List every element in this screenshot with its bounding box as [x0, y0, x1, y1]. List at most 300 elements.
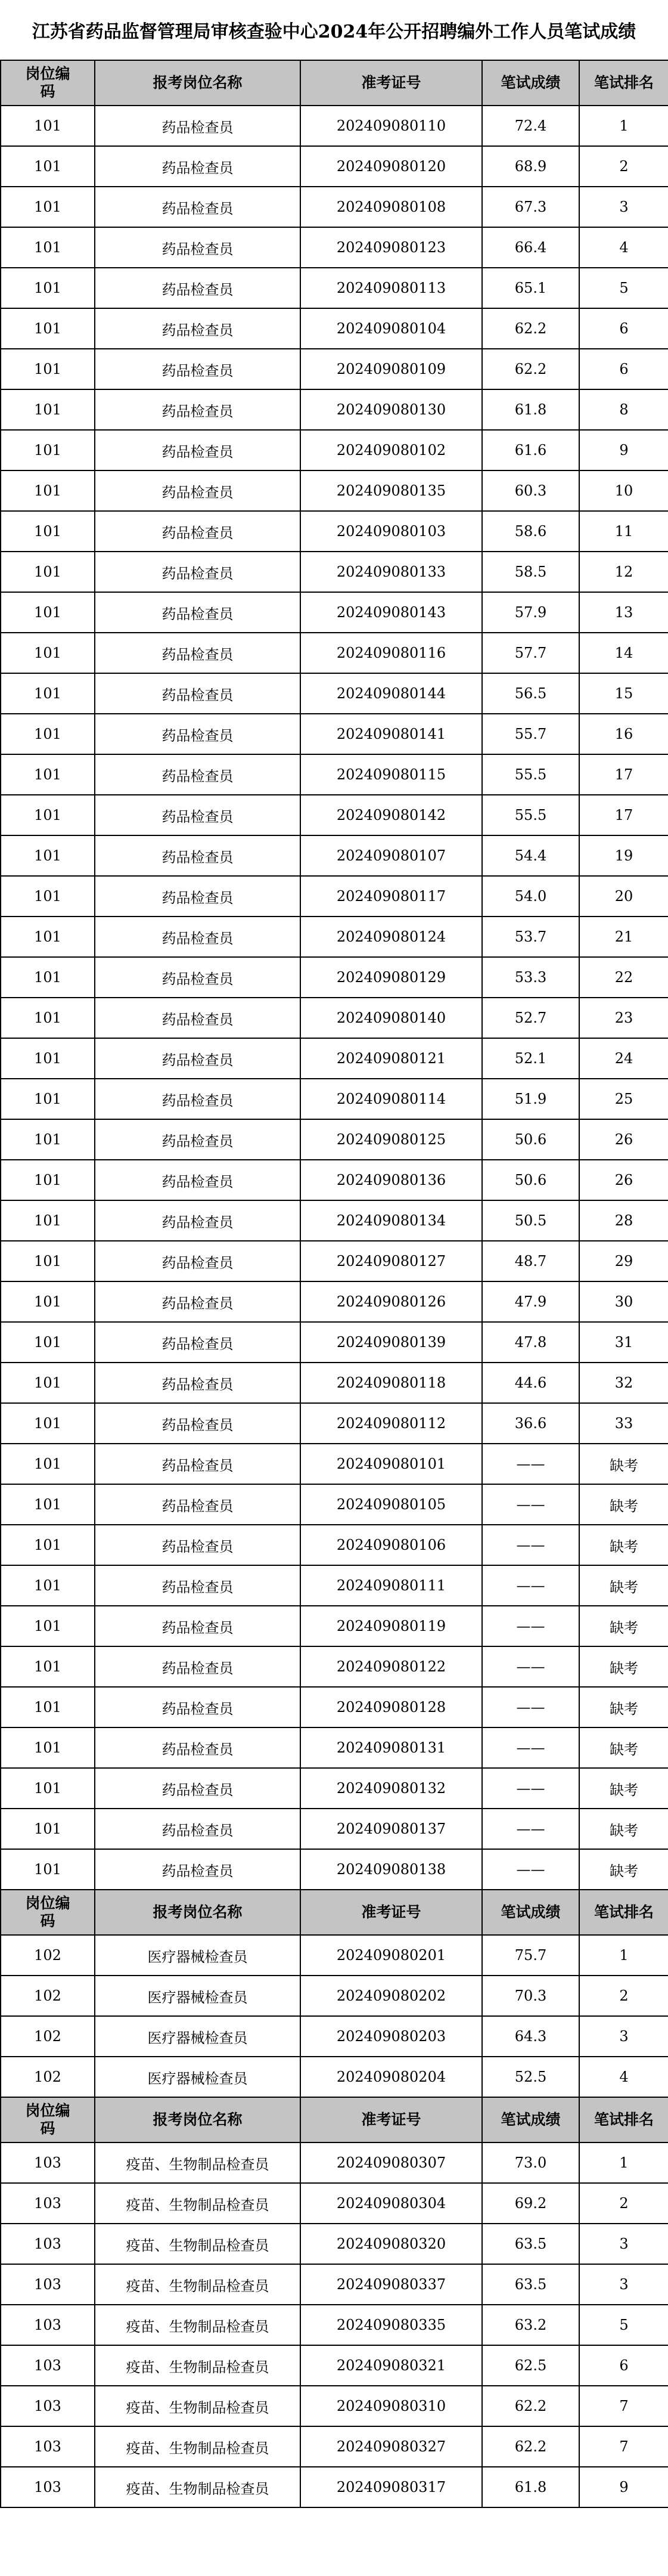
cell-written-score: 61.8 [482, 389, 579, 430]
cell-position-name: 药品检查员 [95, 389, 300, 430]
table-row [1, 1687, 668, 1727]
cell-position-code: 101 [1, 998, 95, 1038]
cell-written-score: 51.9 [482, 1079, 579, 1119]
cell-position-code: 103 [1, 2345, 95, 2386]
cell-ticket-number: 202409080204 [300, 2057, 482, 2097]
cell-ticket-number: 202409080310 [300, 2386, 482, 2426]
cell-position-code: 102 [1, 2016, 95, 2057]
header-position-name: 报考岗位名称 [95, 1890, 300, 1935]
cell-position-code: 101 [1, 714, 95, 754]
cell-position-code: 101 [1, 511, 95, 552]
cell-ticket-number: 202409080118 [300, 1363, 482, 1403]
cell-position-code: 103 [1, 2426, 95, 2467]
table-row [1, 1606, 668, 1646]
cell-ticket-number: 202409080304 [300, 2183, 482, 2224]
cell-ticket-number: 202409080130 [300, 389, 482, 430]
cell-position-name: 药品检查员 [95, 714, 300, 754]
cell-position-name: 药品检查员 [95, 1403, 300, 1444]
cell-position-code: 102 [1, 2057, 95, 2097]
cell-written-score: 36.6 [482, 1403, 579, 1444]
cell-written-rank: 5 [579, 2305, 668, 2345]
cell-written-score: 58.6 [482, 511, 579, 552]
cell-written-score: 73.0 [482, 2142, 579, 2183]
cell-position-name: 医疗器械检查员 [95, 1935, 300, 1976]
cell-position-name: 医疗器械检查员 [95, 1976, 300, 2016]
cell-ticket-number: 202409080327 [300, 2426, 482, 2467]
cell-written-rank: 12 [579, 552, 668, 592]
cell-ticket-number: 202409080203 [300, 2016, 482, 2057]
cell-position-name: 药品检查员 [95, 1363, 300, 1403]
cell-ticket-number: 202409080107 [300, 835, 482, 876]
cell-ticket-number: 202409080122 [300, 1646, 482, 1687]
table-row [1, 2467, 668, 2507]
cell-ticket-number: 202409080102 [300, 430, 482, 470]
table-row [1, 835, 668, 876]
cell-position-name: 药品检查员 [95, 268, 300, 308]
cell-position-name: 疫苗、生物制品检查员 [95, 2386, 300, 2426]
table-row [1, 1935, 668, 1976]
cell-written-rank: 7 [579, 2426, 668, 2467]
header-ticket-number: 准考证号 [300, 1890, 482, 1935]
cell-written-rank: 10 [579, 470, 668, 511]
cell-written-rank: 4 [579, 2057, 668, 2097]
cell-ticket-number: 202409080128 [300, 1687, 482, 1727]
cell-written-score: —— [482, 1809, 579, 1849]
cell-position-name: 药品检查员 [95, 470, 300, 511]
header-ticket-number: 准考证号 [300, 60, 482, 106]
cell-position-name: 药品检查员 [95, 1768, 300, 1809]
cell-written-score: —— [482, 1606, 579, 1646]
cell-written-rank: 1 [579, 1935, 668, 1976]
header-written-rank: 笔试排名 [579, 1890, 668, 1935]
cell-position-name: 药品检查员 [95, 1727, 300, 1768]
cell-written-score: 61.6 [482, 430, 579, 470]
cell-position-name: 疫苗、生物制品检查员 [95, 2183, 300, 2224]
cell-position-code: 101 [1, 1363, 95, 1403]
cell-position-name: 疫苗、生物制品检查员 [95, 2305, 300, 2345]
cell-written-score: 64.3 [482, 2016, 579, 2057]
cell-position-code: 101 [1, 592, 95, 633]
cell-written-rank: 6 [579, 2345, 668, 2386]
cell-ticket-number: 202409080106 [300, 1525, 482, 1565]
table-row [1, 227, 668, 268]
cell-ticket-number: 202409080117 [300, 876, 482, 917]
cell-written-rank: 31 [579, 1322, 668, 1363]
cell-written-score: —— [482, 1565, 579, 1606]
table-row [1, 795, 668, 835]
cell-written-score: 67.3 [482, 187, 579, 227]
table-row [1, 552, 668, 592]
cell-position-code: 101 [1, 187, 95, 227]
cell-ticket-number: 202409080142 [300, 795, 482, 835]
cell-written-score: 66.4 [482, 227, 579, 268]
header-written-rank: 笔试排名 [579, 2097, 668, 2142]
cell-position-code: 101 [1, 1768, 95, 1809]
table-row [1, 592, 668, 633]
cell-position-name: 疫苗、生物制品检查员 [95, 2264, 300, 2305]
cell-position-code: 101 [1, 268, 95, 308]
header-written-score: 笔试成绩 [482, 1890, 579, 1935]
cell-position-code: 101 [1, 1241, 95, 1281]
cell-written-rank: 11 [579, 511, 668, 552]
cell-position-code: 101 [1, 876, 95, 917]
cell-written-score: 60.3 [482, 470, 579, 511]
table-header-row [1, 2097, 668, 2142]
cell-written-rank: 缺考 [579, 1727, 668, 1768]
cell-written-rank: 1 [579, 106, 668, 146]
cell-ticket-number: 202409080320 [300, 2224, 482, 2264]
cell-position-code: 103 [1, 2264, 95, 2305]
cell-written-rank: 22 [579, 957, 668, 998]
cell-position-name: 药品检查员 [95, 187, 300, 227]
cell-position-code: 101 [1, 146, 95, 187]
cell-position-code: 101 [1, 957, 95, 998]
cell-position-name: 疫苗、生物制品检查员 [95, 2142, 300, 2183]
cell-ticket-number: 202409080141 [300, 714, 482, 754]
cell-written-rank: 26 [579, 1119, 668, 1160]
cell-position-name: 医疗器械检查员 [95, 2016, 300, 2057]
cell-written-rank: 2 [579, 146, 668, 187]
table-header-row [1, 60, 668, 106]
cell-written-rank: 33 [579, 1403, 668, 1444]
table-row [1, 1444, 668, 1484]
cell-ticket-number: 202409080335 [300, 2305, 482, 2345]
cell-ticket-number: 202409080126 [300, 1281, 482, 1322]
cell-position-name: 药品检查员 [95, 552, 300, 592]
table-row [1, 2426, 668, 2467]
table-row [1, 1727, 668, 1768]
table-row [1, 2305, 668, 2345]
cell-position-code: 101 [1, 552, 95, 592]
cell-written-rank: 19 [579, 835, 668, 876]
header-written-rank: 笔试排名 [579, 60, 668, 106]
cell-ticket-number: 202409080321 [300, 2345, 482, 2386]
cell-written-rank: 缺考 [579, 1768, 668, 1809]
cell-written-score: —— [482, 1646, 579, 1687]
table-row [1, 1160, 668, 1200]
header-ticket-number: 准考证号 [300, 2097, 482, 2142]
cell-written-score: 61.8 [482, 2467, 579, 2507]
cell-position-name: 药品检查员 [95, 1849, 300, 1890]
cell-written-score: 62.2 [482, 349, 579, 389]
cell-position-name: 药品检查员 [95, 1322, 300, 1363]
cell-position-name: 药品检查员 [95, 1281, 300, 1322]
table-row [1, 1768, 668, 1809]
cell-ticket-number: 202409080137 [300, 1809, 482, 1849]
cell-position-name: 药品检查员 [95, 1606, 300, 1646]
table-row [1, 470, 668, 511]
cell-written-rank: 5 [579, 268, 668, 308]
cell-position-code: 102 [1, 1976, 95, 2016]
cell-written-rank: 29 [579, 1241, 668, 1281]
cell-written-score: 47.8 [482, 1322, 579, 1363]
cell-ticket-number: 202409080139 [300, 1322, 482, 1363]
table-row [1, 308, 668, 349]
cell-position-code: 102 [1, 1935, 95, 1976]
cell-written-score: 48.7 [482, 1241, 579, 1281]
cell-position-code: 101 [1, 633, 95, 673]
table-row [1, 2016, 668, 2057]
cell-ticket-number: 202409080108 [300, 187, 482, 227]
table-row [1, 1849, 668, 1890]
cell-position-name: 药品检查员 [95, 1646, 300, 1687]
cell-position-name: 药品检查员 [95, 957, 300, 998]
table-row [1, 633, 668, 673]
score-table-body [1, 60, 668, 2507]
cell-position-code: 101 [1, 1687, 95, 1727]
cell-position-name: 药品检查员 [95, 511, 300, 552]
cell-written-rank: 缺考 [579, 1484, 668, 1525]
header-position-name: 报考岗位名称 [95, 2097, 300, 2142]
cell-position-code: 101 [1, 470, 95, 511]
cell-position-code: 101 [1, 1079, 95, 1119]
cell-position-name: 疫苗、生物制品检查员 [95, 2426, 300, 2467]
cell-written-score: 72.4 [482, 106, 579, 146]
cell-written-score: 55.7 [482, 714, 579, 754]
cell-position-name: 疫苗、生物制品检查员 [95, 2467, 300, 2507]
table-row [1, 714, 668, 754]
cell-written-score: 63.2 [482, 2305, 579, 2345]
cell-ticket-number: 202409080112 [300, 1403, 482, 1444]
cell-written-rank: 缺考 [579, 1525, 668, 1565]
cell-position-code: 101 [1, 1809, 95, 1849]
table-row [1, 1281, 668, 1322]
cell-position-name: 药品检查员 [95, 1200, 300, 1241]
cell-written-rank: 2 [579, 2183, 668, 2224]
cell-ticket-number: 202409080127 [300, 1241, 482, 1281]
table-row [1, 2224, 668, 2264]
table-row [1, 957, 668, 998]
cell-position-name: 药品检查员 [95, 998, 300, 1038]
cell-written-rank: 9 [579, 430, 668, 470]
cell-position-name: 药品检查员 [95, 1079, 300, 1119]
cell-position-code: 101 [1, 1525, 95, 1565]
cell-position-name: 药品检查员 [95, 227, 300, 268]
table-row [1, 1363, 668, 1403]
cell-written-score: 62.2 [482, 308, 579, 349]
cell-position-code: 101 [1, 1484, 95, 1525]
table-row [1, 876, 668, 917]
table-row [1, 1079, 668, 1119]
cell-position-code: 101 [1, 349, 95, 389]
table-row [1, 511, 668, 552]
cell-written-rank: 20 [579, 876, 668, 917]
cell-ticket-number: 202409080111 [300, 1565, 482, 1606]
cell-written-rank: 7 [579, 2386, 668, 2426]
cell-position-name: 药品检查员 [95, 754, 300, 795]
cell-position-name: 药品检查员 [95, 1687, 300, 1727]
header-position-code: 岗位编码 [1, 60, 95, 106]
cell-written-rank: 17 [579, 754, 668, 795]
cell-written-rank: 1 [579, 2142, 668, 2183]
cell-position-code: 101 [1, 1119, 95, 1160]
cell-written-rank: 16 [579, 714, 668, 754]
cell-written-score: —— [482, 1768, 579, 1809]
cell-written-rank: 缺考 [579, 1606, 668, 1646]
cell-written-score: 53.7 [482, 917, 579, 957]
cell-position-name: 药品检查员 [95, 876, 300, 917]
cell-written-score: 63.5 [482, 2264, 579, 2305]
cell-written-score: —— [482, 1444, 579, 1484]
cell-position-name: 药品检查员 [95, 917, 300, 957]
cell-written-score: 52.5 [482, 2057, 579, 2097]
cell-ticket-number: 202409080134 [300, 1200, 482, 1241]
cell-position-code: 101 [1, 1565, 95, 1606]
cell-written-score: 50.5 [482, 1200, 579, 1241]
cell-written-score: 54.4 [482, 835, 579, 876]
cell-written-score: 57.9 [482, 592, 579, 633]
table-row [1, 2386, 668, 2426]
cell-written-score: —— [482, 1525, 579, 1565]
cell-position-code: 101 [1, 106, 95, 146]
cell-position-code: 101 [1, 795, 95, 835]
cell-position-code: 101 [1, 1849, 95, 1890]
cell-written-rank: 24 [579, 1038, 668, 1079]
cell-ticket-number: 202409080201 [300, 1935, 482, 1976]
cell-position-name: 药品检查员 [95, 1565, 300, 1606]
cell-ticket-number: 202409080110 [300, 106, 482, 146]
cell-written-rank: 32 [579, 1363, 668, 1403]
table-row [1, 1646, 668, 1687]
cell-ticket-number: 202409080144 [300, 673, 482, 714]
cell-written-score: 47.9 [482, 1281, 579, 1322]
cell-ticket-number: 202409080125 [300, 1119, 482, 1160]
cell-written-score: 57.7 [482, 633, 579, 673]
cell-ticket-number: 202409080133 [300, 552, 482, 592]
cell-position-code: 101 [1, 1200, 95, 1241]
cell-position-name: 药品检查员 [95, 1444, 300, 1484]
cell-position-name: 药品检查员 [95, 1525, 300, 1565]
cell-position-code: 101 [1, 1646, 95, 1687]
cell-written-rank: 6 [579, 308, 668, 349]
cell-written-score: 55.5 [482, 795, 579, 835]
table-row [1, 1038, 668, 1079]
table-row [1, 754, 668, 795]
cell-position-code: 103 [1, 2183, 95, 2224]
cell-written-score: 44.6 [482, 1363, 579, 1403]
cell-ticket-number: 202409080114 [300, 1079, 482, 1119]
cell-position-code: 103 [1, 2386, 95, 2426]
cell-ticket-number: 202409080120 [300, 146, 482, 187]
cell-written-rank: 6 [579, 349, 668, 389]
cell-written-rank: 缺考 [579, 1809, 668, 1849]
table-row [1, 1525, 668, 1565]
cell-position-name: 疫苗、生物制品检查员 [95, 2224, 300, 2264]
cell-ticket-number: 202409080104 [300, 308, 482, 349]
cell-ticket-number: 202409080135 [300, 470, 482, 511]
cell-ticket-number: 202409080143 [300, 592, 482, 633]
cell-written-score: —— [482, 1687, 579, 1727]
cell-written-score: 53.3 [482, 957, 579, 998]
cell-ticket-number: 202409080132 [300, 1768, 482, 1809]
table-row [1, 2057, 668, 2097]
cell-position-name: 药品检查员 [95, 308, 300, 349]
header-position-code: 岗位编码 [1, 1890, 95, 1935]
cell-ticket-number: 202409080109 [300, 349, 482, 389]
cell-position-code: 103 [1, 2467, 95, 2507]
table-row [1, 917, 668, 957]
cell-ticket-number: 202409080103 [300, 511, 482, 552]
table-row [1, 430, 668, 470]
cell-written-score: 52.1 [482, 1038, 579, 1079]
table-row [1, 389, 668, 430]
table-row [1, 1976, 668, 2016]
table-row [1, 673, 668, 714]
cell-ticket-number: 202409080116 [300, 633, 482, 673]
table-row [1, 2345, 668, 2386]
cell-position-code: 101 [1, 754, 95, 795]
cell-position-code: 101 [1, 1403, 95, 1444]
cell-written-rank: 25 [579, 1079, 668, 1119]
cell-written-rank: 3 [579, 2264, 668, 2305]
cell-written-score: 52.7 [482, 998, 579, 1038]
cell-position-code: 103 [1, 2224, 95, 2264]
table-row [1, 268, 668, 308]
cell-position-name: 药品检查员 [95, 349, 300, 389]
table-row [1, 146, 668, 187]
cell-position-name: 药品检查员 [95, 1160, 300, 1200]
cell-ticket-number: 202409080140 [300, 998, 482, 1038]
cell-ticket-number: 202409080202 [300, 1976, 482, 2016]
cell-written-rank: 3 [579, 187, 668, 227]
cell-position-code: 101 [1, 227, 95, 268]
cell-position-code: 101 [1, 389, 95, 430]
cell-position-name: 药品检查员 [95, 1809, 300, 1849]
cell-written-score: 50.6 [482, 1160, 579, 1200]
cell-position-code: 101 [1, 917, 95, 957]
cell-ticket-number: 202409080105 [300, 1484, 482, 1525]
cell-written-score: 68.9 [482, 146, 579, 187]
cell-written-rank: 9 [579, 2467, 668, 2507]
cell-position-name: 药品检查员 [95, 1484, 300, 1525]
cell-position-name: 药品检查员 [95, 835, 300, 876]
table-row [1, 2264, 668, 2305]
table-row [1, 1403, 668, 1444]
table-row [1, 1565, 668, 1606]
cell-written-rank: 2 [579, 1976, 668, 2016]
table-row [1, 998, 668, 1038]
cell-position-name: 药品检查员 [95, 106, 300, 146]
cell-written-rank: 30 [579, 1281, 668, 1322]
cell-written-score: 54.0 [482, 876, 579, 917]
table-row [1, 1322, 668, 1363]
cell-ticket-number: 202409080124 [300, 917, 482, 957]
cell-written-rank: 缺考 [579, 1687, 668, 1727]
cell-position-code: 103 [1, 2142, 95, 2183]
cell-ticket-number: 202409080123 [300, 227, 482, 268]
table-row [1, 2142, 668, 2183]
cell-position-name: 药品检查员 [95, 1119, 300, 1160]
table-row [1, 1484, 668, 1525]
cell-written-score: 70.3 [482, 1976, 579, 2016]
cell-ticket-number: 202409080136 [300, 1160, 482, 1200]
cell-ticket-number: 202409080129 [300, 957, 482, 998]
cell-written-score: 65.1 [482, 268, 579, 308]
cell-position-name: 药品检查员 [95, 795, 300, 835]
document-title: 江苏省药品监督管理局审核查验中心2024年公开招聘编外工作人员笔试成绩 [32, 21, 636, 42]
cell-position-code: 101 [1, 1038, 95, 1079]
cell-written-rank: 26 [579, 1160, 668, 1200]
cell-written-score: 55.5 [482, 754, 579, 795]
cell-written-rank: 28 [579, 1200, 668, 1241]
cell-written-score: —— [482, 1849, 579, 1890]
cell-position-name: 医疗器械检查员 [95, 2057, 300, 2097]
cell-ticket-number: 202409080337 [300, 2264, 482, 2305]
cell-written-rank: 3 [579, 2016, 668, 2057]
header-written-score: 笔试成绩 [482, 2097, 579, 2142]
cell-written-rank: 17 [579, 795, 668, 835]
table-row [1, 106, 668, 146]
